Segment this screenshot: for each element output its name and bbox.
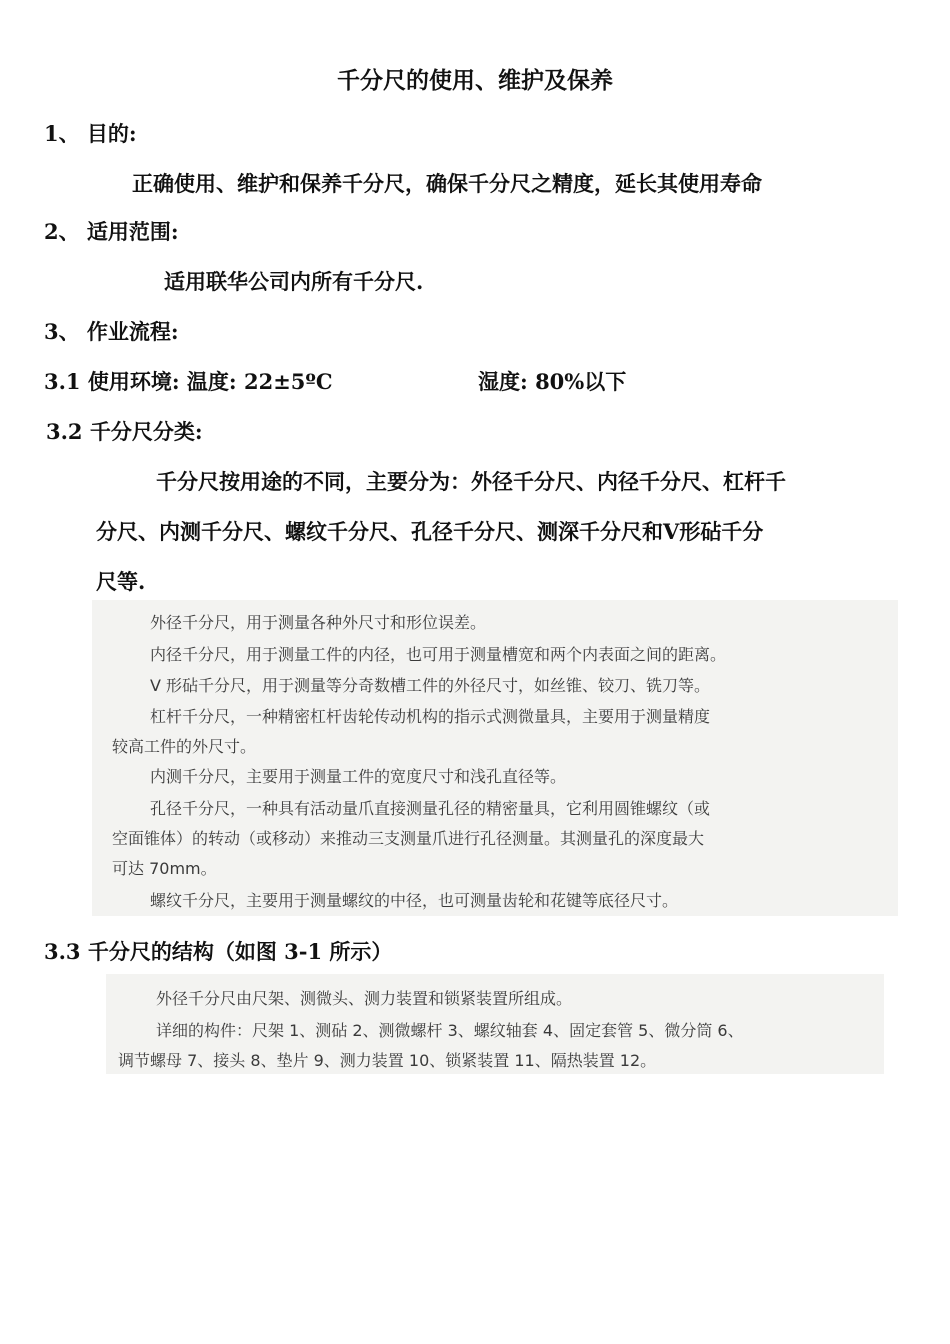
section-2-body: 适用联华公司内所有千分尺. bbox=[164, 269, 424, 294]
scan-line: 较高工件的外尺寸。 bbox=[112, 737, 257, 756]
scan-line: 外径千分尺由尺架、测微头、测力装置和锁紧装置所组成。 bbox=[156, 989, 573, 1008]
scanned-excerpt-structure bbox=[106, 974, 884, 1074]
scan-line: 孔径千分尺，一种具有活动量爪直接测量孔径的精密量具，它利用圆锥螺纹（或 bbox=[150, 799, 711, 818]
section-3-2-line-1: 千分尺按用途的不同，主要分为：外径千分尺、内径千分尺、杠杆千 bbox=[156, 469, 786, 494]
section-3-3-heading: 3.3 千分尺的结构（如图 3-1 所示） bbox=[44, 939, 393, 964]
section-2-heading: 2、 适用范围: bbox=[44, 219, 179, 244]
scan-line: 外径千分尺，用于测量各种外尺寸和形位误差。 bbox=[150, 613, 487, 632]
section-3-2-line-3: 尺等. bbox=[96, 569, 146, 594]
scan-line: 空面锥体）的转动（或移动）来推动三支测量爪进行孔径测量。其测量孔的深度最大 bbox=[112, 829, 705, 848]
scan-line: 可达 70mm。 bbox=[112, 859, 217, 878]
scan-line: V 形砧千分尺，用于测量等分奇数槽工件的外径尺寸，如丝锥、铰刀、铣刀等。 bbox=[150, 676, 711, 695]
section-3-1-humidity: 湿度: 80%以下 bbox=[478, 369, 627, 394]
section-1-body: 正确使用、维护和保养千分尺，确保千分尺之精度，延长其使用寿命 bbox=[132, 171, 762, 196]
scan-line: 调节螺母 7、接头 8、垫片 9、测力装置 10、锁紧装置 11、隔热装置 12。 bbox=[118, 1051, 657, 1070]
section-1-heading: 1、 目的: bbox=[44, 121, 137, 146]
scan-line: 内径千分尺，用于测量工件的内径，也可用于测量槽宽和两个内表面之间的距离。 bbox=[150, 645, 727, 664]
section-3-2-line-2: 分尺、内测千分尺、螺纹千分尺、孔径千分尺、测深千分尺和V形砧千分 bbox=[96, 519, 764, 544]
section-3-1-environment: 3.1 使用环境: 温度: 22±5ºC bbox=[44, 369, 333, 394]
scan-line: 杠杆千分尺，一种精密杠杆齿轮传动机构的指示式测微量具，主要用于测量精度 bbox=[150, 707, 711, 726]
section-3-2-heading: 3.2 千分尺分类: bbox=[46, 419, 203, 444]
section-3-heading: 3、 作业流程: bbox=[44, 319, 179, 344]
scan-line: 内测千分尺，主要用于测量工件的宽度尺寸和浅孔直径等。 bbox=[150, 767, 567, 786]
scan-line: 螺纹千分尺，主要用于测量螺纹的中径，也可测量齿轮和花键等底径尺寸。 bbox=[150, 891, 679, 910]
scan-line: 详细的构件：尺架 1、测砧 2、测微螺杆 3、螺纹轴套 4、固定套管 5、微分筒 6、 bbox=[156, 1021, 744, 1040]
page-title: 千分尺的使用、维护及保养 bbox=[337, 67, 613, 94]
scanned-excerpt-types bbox=[92, 600, 898, 916]
